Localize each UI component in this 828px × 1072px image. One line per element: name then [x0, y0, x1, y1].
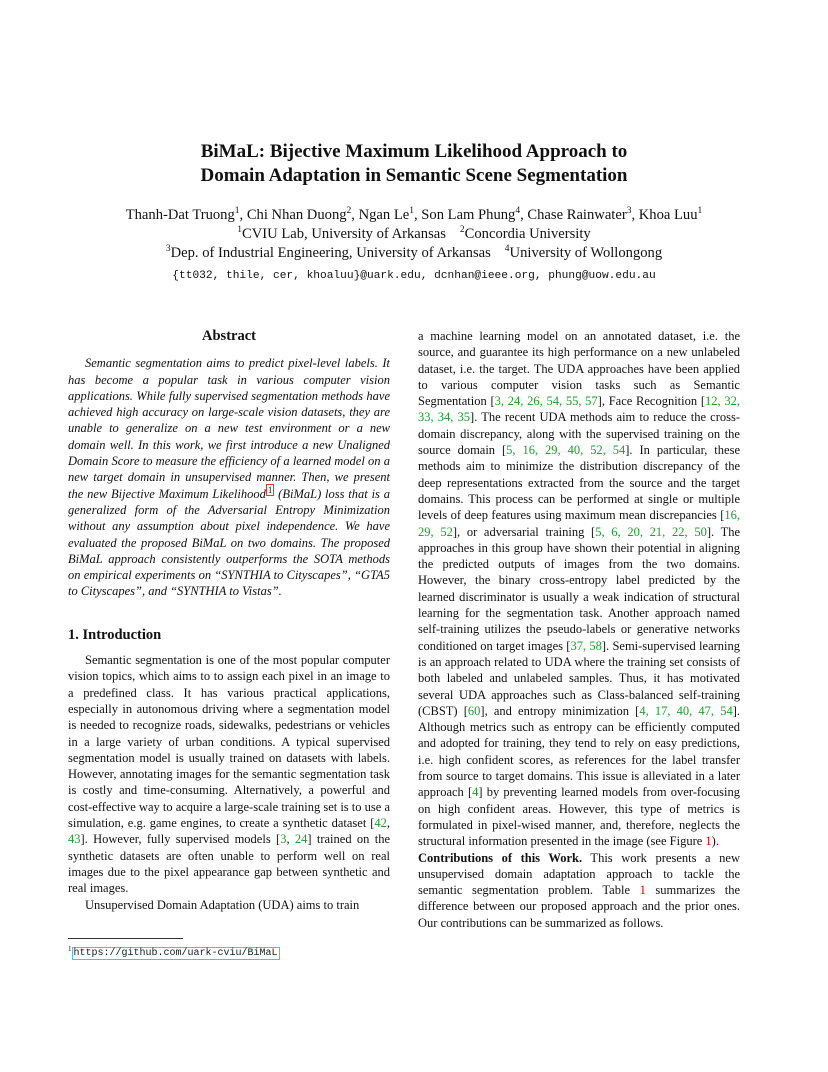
author-block: [68, 206, 760, 286]
author-affiliation-mark: 2: [346, 206, 352, 216]
intro-text: ], and entropy minimization [: [480, 703, 640, 718]
intro-text: a machine learning model on an annotated dataset, i.e. the source, and guarantee its high performance on a new unlabeled dataset, i.e. the target. The UDA approaches have been applied to various computer vision tasks such as Semantic Segmentation [: [418, 329, 740, 409]
abstract-text: [68, 355, 390, 599]
affiliation-number: 2: [459, 225, 465, 235]
intro-text: ]. Although metrics such as entropy can be efficiently computed and adopted for training, they tend to rely on easy predictions, i.e. high confident scores, as references for the label transfer from source to target domains. This issue is alleviated in a later approach [: [418, 703, 741, 800]
footnote-url-link[interactable]: https://github.com/uark-cviu/BiMaL: [73, 948, 278, 960]
citation-link[interactable]: 3: [280, 832, 287, 847]
footnote-number: 1: [68, 945, 72, 953]
affiliation-line-2: [68, 244, 760, 263]
right-column: [418, 328, 740, 931]
author-affiliation-mark: 4: [515, 206, 521, 216]
contributions-heading: Contributions of this Work.: [418, 850, 583, 865]
title-line-2: Domain Adaptation in Semantic Scene Segmentation: [200, 165, 628, 186]
affiliation-text: Concordia University: [464, 226, 591, 242]
citation-link[interactable]: 42: [374, 816, 387, 831]
citation-link[interactable]: 5, 16, 29, 40, 52, 54: [506, 443, 626, 458]
intro-text: ]. The recent UDA methods aim to reduce the cross-domain discrepancy, along with the supervised training on the source domain [: [418, 410, 740, 458]
footnote-rule: [68, 938, 183, 939]
intro-paragraph-2-cont: [418, 328, 740, 850]
section-heading-introduction: 1. Introduction: [68, 626, 162, 643]
author-name: Chase Rainwater: [527, 207, 627, 223]
affiliation-number: 3: [165, 244, 171, 254]
abstract-text-part-2: (BiMaL) loss that is a generalized form of the Adversarial Entropy Minimization without any assumption about pixel independence. We have evaluated the proposed BiMaL on two domains. The proposed BiMaL approach consistently outperforms the SOTA methods on empirical experiments on “SYNTHIA to Cityscapes”, “GTA5 to Cityscapes”, and “SYNTHIA to Vistas”.: [68, 486, 390, 599]
intro-text: ] trained on the synthetic datasets are often unable to perform well on real images due to the pixel appearance gap between synthetic and real images.: [68, 832, 390, 896]
contributions-paragraph: [418, 850, 740, 931]
author-name: Khoa Luu: [638, 207, 698, 223]
affiliation-number: 1: [237, 225, 243, 235]
citation-link[interactable]: 37, 58: [570, 638, 602, 653]
abstract-text-part-1: Semantic segmentation aims to predict pixel-level labels. It has become a popular task in various computer vision applications. While fully supervised segmentation methods have achieved high accuracy on large-scale vision datasets, they are unable to generalize on a new test environment or a new domain well. In this work, we first introduce a new Unaligned Domain Score to measure the efficiency of a learned model on a new target domain in unsupervised manner. Then, we present the new Bijective Maximum Likelihood: [68, 356, 390, 501]
intro-text: ).: [711, 834, 719, 849]
citation-link[interactable]: 5, 6, 20, 21, 22, 50: [595, 524, 707, 539]
intro-text: ]. In particular, these methods aim to minimize the distribution discrepancy of the deep representations extracted from the source and the target domains. This process can be performed at single or multiple levels of deep features using maximum mean discrepancies [: [418, 443, 740, 523]
citation-link[interactable]: 3, 24, 26, 54, 55, 57: [494, 394, 598, 409]
citation-link[interactable]: 24: [294, 832, 308, 847]
citation-link[interactable]: 12, 32, 33, 34, 35: [418, 394, 740, 425]
intro-text: ]. Semi-supervised learning is an approach related to UDA where the training set consists of both labeled and unlabeled samples. Thus, it has motivated several UDA approaches such as Class-balanced self-training (CBST) [: [418, 638, 741, 718]
citation-link[interactable]: 16, 29, 52: [418, 508, 740, 539]
intro-text: ], Face Recognition [: [597, 394, 706, 409]
affiliation-text: University of Wollongong: [509, 245, 663, 261]
author-affiliation-mark: 1: [409, 206, 414, 216]
footnote-marker-link[interactable]: 1: [267, 484, 273, 495]
intro-text: This work presents a new unsupervised domain adaptation approach to tackle the semantic segmentation problem. Table: [418, 850, 740, 898]
intro-paragraph-2-start: Unsupervised Domain Adaptation (UDA) aims to train: [85, 897, 360, 912]
intro-text: ] by preventing learned models from over-focusing on high confident areas. However, this type of metrics is formulated in pixel-wised manner, and, therefore, neglects the structural information presented in the image (see Figure: [418, 785, 740, 849]
author-affiliation-mark: 3: [626, 206, 632, 216]
author-name: Chi Nhan Duong: [246, 207, 347, 223]
paper-title: [68, 140, 760, 188]
abstract-heading: Abstract: [202, 328, 256, 344]
intro-text: summarizes the difference between our proposed approach and the prior ones. Our contributions can be summarized as follows.: [418, 883, 741, 930]
intro-text: ], or adversarial training [: [452, 524, 596, 539]
intro-paragraph-1: Semantic segmentation is one of the most popular computer vision topics, which aims to to assign each pixel in an image to a predefined class. It has various practical applications, especially in autonomous driving where a segmentation model is needed to recognize roads, sidewalks, pedestrians or vehicles in a large variety of urban conditions. A typical supervised segmentation model is usually trained on datasets with labels. However, annotating images for the semantic segmentation task is costly and time-consuming. Alternatively, a powerful and cost-effective way to acquire a large-scale training set is to use a simulation, e.g. game engines, to create a synthetic dataset [42, 43]. However, fully supervised models [3, 24] trained on the synthetic datasets are often unable to perform well on real images due to the pixel appearance gap between synthetic and real images.: [68, 653, 390, 896]
author-name: Ngan Le: [358, 207, 410, 223]
author-name: Son Lam Phung: [421, 207, 516, 223]
table-reference-link[interactable]: 1: [639, 883, 646, 898]
citation-link[interactable]: 60: [467, 703, 481, 718]
author-affiliation-mark: 1: [234, 206, 240, 216]
affiliation-number: 4: [504, 244, 510, 254]
author-name: Thanh-Dat Truong: [125, 207, 235, 223]
title-line-1: BiMaL: Bijective Maximum Likelihood Approach to: [200, 141, 628, 162]
citation-link[interactable]: 4, 17, 40, 47, 54: [639, 703, 733, 718]
footnote: [68, 938, 390, 960]
intro-text: ]. The approaches in this group have shown their potential in aligning the predicted outputs of images from the two domains. However, the binary cross-entropy label predicted by the learned discriminator is usually a weak indication of structural learning for the segmentation task. Another approach named self-training utilizes the pseudo-labels or generative networks conditioned on target images [: [418, 524, 741, 653]
author-emails: {tt032, thile, cer, khoaluu}@uark.edu, dcnhan@ieee.org, phung@uow.edu.au: [172, 270, 656, 282]
affiliation-text: Dep. of Industrial Engineering, University of Arkansas: [170, 245, 491, 261]
intro-text: Semantic segmentation is one of the most popular computer vision topics, which aims to to assign each pixel in an image to a predefined class. It has various practical applications, especially in autonomous driving where a segmentation model is needed to recognize roads, sidewalks, pedestrians or vehicles in a large variety of urban conditions. A typical supervised segmentation model is usually trained on datasets with labels. However, annotating images for the semantic segmentation task is costly and time-consuming. Alternatively, a powerful and cost-effective way to acquire a large-scale training set is to use a simulation, e.g. game engines, to create a synthetic dataset [: [68, 653, 390, 831]
author-list: Thanh-Dat Truong$^1$, Chi Nhan Duong$^2$, Ngan Le$^1$, Son Lam Phung$^4$, Chase Rainwater$^3$, Khoa Luu$^1$: [125, 206, 703, 223]
left-column: [68, 328, 390, 960]
affiliation-text: CVIU Lab, University of Arkansas: [242, 226, 446, 242]
figure-reference-link[interactable]: 1: [705, 834, 712, 849]
intro-text: ]. However, fully supervised models [: [80, 832, 281, 847]
affiliation-line-1: [68, 225, 760, 244]
citation-link[interactable]: 43: [68, 832, 81, 847]
author-affiliation-mark: 1: [697, 206, 703, 216]
citation-link[interactable]: 4: [472, 785, 479, 800]
